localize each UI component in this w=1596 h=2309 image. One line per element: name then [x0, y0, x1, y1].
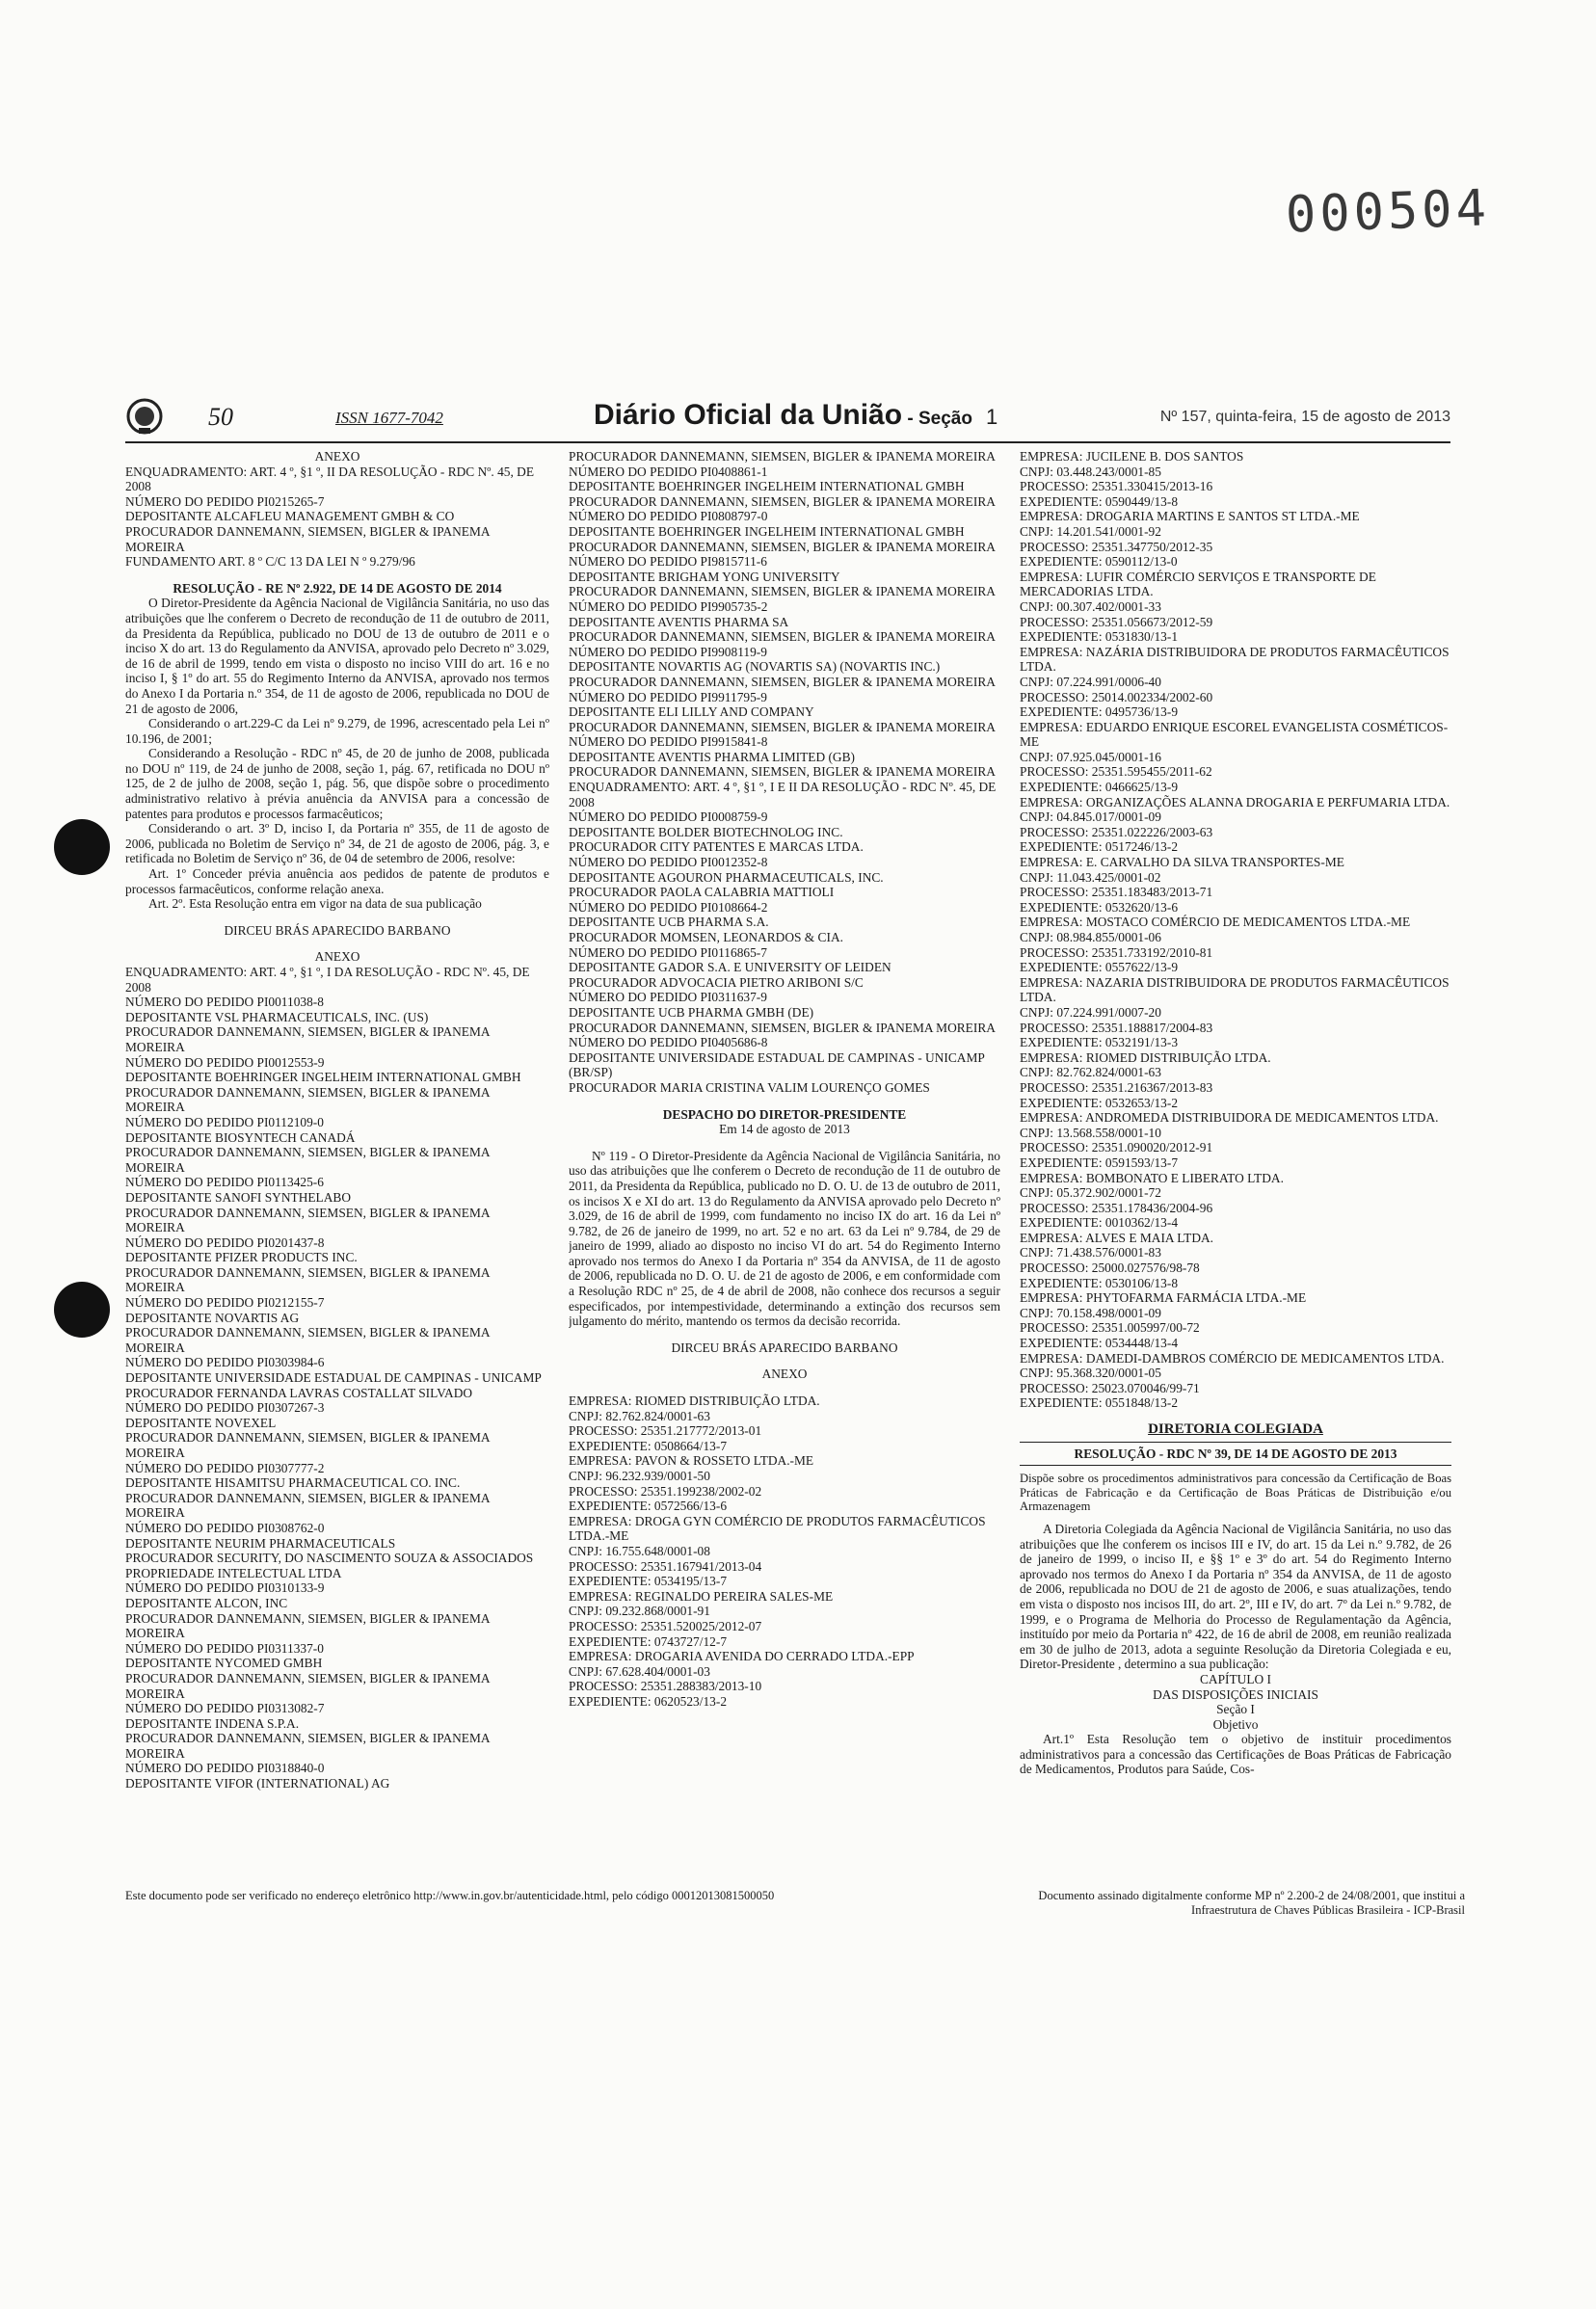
text-line: EXPEDIENTE: 0532620/13-6	[1020, 899, 1179, 915]
text-line: Art. 2º. Esta Resolução entra em vigor na data de sua publicação	[148, 896, 482, 912]
text-line: NÚMERO DO PEDIDO PI9905735-2	[569, 598, 768, 614]
column-2	[569, 449, 1000, 1885]
text-line: PROCURADOR PAOLA CALABRIA MATTIOLI	[569, 885, 835, 900]
section-label: Seção I	[1216, 1702, 1255, 1717]
resolution-title: RESOLUÇÃO - RDC Nº 39, DE 14 DE AGOSTO DE 2013	[1020, 1442, 1451, 1467]
text-line: EXPEDIENTE: 0557622/13-9	[1020, 960, 1179, 975]
text-line: NÚMERO DO PEDIDO PI0307267-3	[125, 1400, 325, 1416]
text-line: EXPEDIENTE: 0532653/13-2	[1020, 1095, 1179, 1110]
text-line: EXPEDIENTE: 0620523/13-2	[569, 1693, 728, 1709]
text-line: NÚMERO DO PEDIDO PI0308762-0	[125, 1520, 325, 1535]
text-line: DEPOSITANTE UCB PHARMA S.A.	[569, 915, 769, 930]
text-line: EMPRESA: BOMBONATO E LIBERATO LTDA.	[1020, 1170, 1284, 1185]
text-line: PROCESSO: 25351.347750/2012-35	[1020, 539, 1213, 554]
punch-hole-bottom	[54, 1282, 110, 1338]
text-line: NÚMERO DO PEDIDO PI9815711-6	[569, 554, 767, 570]
text-line: CNPJ: 07.925.045/0001-16	[1020, 749, 1161, 764]
text-line: PROCURADOR DANNEMANN, SIEMSEN, BIGLER & IPANEMA MOREIRA	[569, 764, 996, 780]
text-line: NÚMERO DO PEDIDO PI9915841-8	[569, 734, 768, 750]
text-line: ENQUADRAMENTO: ART. 4 º, §1 º, I E II DA RESOLUÇÃO - RDC Nº. 45, DE 2008	[569, 780, 997, 809]
text-line: DEPOSITANTE BRIGHAM YONG UNIVERSITY	[569, 569, 840, 584]
text-line: PROCURADOR MARIA CRISTINA VALIM LOURENÇO GOMES	[569, 1079, 930, 1095]
text-line: PROCURADOR DANNEMANN, SIEMSEN, BIGLER & IPANEMA MOREIRA	[125, 1084, 490, 1115]
text-line: DEPOSITANTE AVENTIS PHARMA SA	[569, 614, 789, 629]
text-line: CNPJ: 08.984.855/0001-06	[1020, 930, 1161, 944]
text-line: DEPOSITANTE HISAMITSU PHARMACEUTICAL CO. INC.	[125, 1475, 461, 1491]
text-line: EXPEDIENTE: 0010362/13-4	[1020, 1215, 1179, 1231]
text-line: PROCURADOR DANNEMANN, SIEMSEN, BIGLER & IPANEMA MOREIRA	[125, 1264, 490, 1295]
text-line: NÚMERO DO PEDIDO PI0408861-1	[569, 464, 768, 479]
resolution-summary: Dispõe sobre os procedimentos administrativos para concessão da Certificação de Boas Práticas de Fabricação e da Certificação de Boas Práticas de Distribuição e/ou Armazenagem	[1020, 1472, 1451, 1514]
text-line: PROCURADOR FERNANDA LAVRAS COSTALLAT SILVADO	[125, 1385, 473, 1400]
text-line: CNPJ: 96.232.939/0001-50	[569, 1469, 710, 1483]
text-line: CNPJ: 07.224.991/0007-20	[1020, 1004, 1161, 1020]
text-line: PROCURADOR DANNEMANN, SIEMSEN, BIGLER & IPANEMA MOREIRA	[569, 719, 996, 734]
issn: ISSN 1677-7042	[335, 409, 443, 427]
text-line: DEPOSITANTE NOVARTIS AG	[125, 1310, 300, 1325]
text-line: EMPRESA: ANDROMEDA DISTRIBUIDORA DE MEDICAMENTOS LTDA.	[1020, 1110, 1439, 1126]
text-line: PROCURADOR DANNEMANN, SIEMSEN, BIGLER & IPANEMA MOREIRA	[125, 1731, 490, 1761]
text-line: DEPOSITANTE NEURIM PHARMACEUTICALS	[125, 1535, 396, 1551]
text-line: DESPACHO DO DIRETOR-PRESIDENTE	[662, 1106, 907, 1122]
text-line: EXPEDIENTE: 0508664/13-7	[569, 1438, 728, 1453]
text-line: PROCESSO: 25351.217772/2013-01	[569, 1423, 762, 1439]
page-header	[125, 397, 1450, 439]
text-line: CNPJ: 11.043.425/0001-02	[1020, 869, 1161, 885]
objective-label: Objetivo	[1212, 1716, 1259, 1732]
text-line: EXPEDIENTE: 0743727/12-7	[569, 1633, 728, 1649]
coat-of-arms-icon	[125, 397, 164, 436]
chapter: CAPÍTULO I	[1199, 1671, 1271, 1686]
text-line: DEPOSITANTE NOVARTIS AG (NOVARTIS SA) (NOVARTIS INC.)	[569, 659, 941, 675]
text-line: NÚMERO DO PEDIDO PI0310133-9	[125, 1580, 325, 1596]
text-line: PROCURADOR DANNEMANN, SIEMSEN, BIGLER & IPANEMA MOREIRA	[569, 674, 996, 689]
text-line: PROCURADOR DANNEMANN, SIEMSEN, BIGLER & IPANEMA MOREIRA	[125, 1205, 490, 1235]
footer-signature-line-1: Documento assinado digitalmente conforme MP nº 2.200-2 de 24/08/2001, que institui a	[1038, 1889, 1465, 1902]
text-line: PROCESSO: 25014.002334/2002-60	[1020, 689, 1213, 704]
text-line: EXPEDIENTE: 0495736/13-9	[1020, 704, 1179, 720]
text-line: EXPEDIENTE: 0590449/13-8	[1020, 493, 1179, 509]
text-line: NÚMERO DO PEDIDO PI9908119-9	[569, 644, 767, 659]
footer-signature	[887, 1889, 1465, 1918]
text-line: NÚMERO DO PEDIDO PI0405686-8	[569, 1035, 768, 1050]
text-line: NÚMERO DO PEDIDO PI0116865-7	[569, 944, 767, 960]
text-line: DEPOSITANTE UCB PHARMA GMBH (DE)	[569, 1004, 814, 1020]
text-line: DEPOSITANTE PFIZER PRODUCTS INC.	[125, 1250, 358, 1265]
text-line: ANEXO	[761, 1367, 808, 1382]
text-line: EMPRESA: DROGA GYN COMÉRCIO DE PRODUTOS FARMACÊUTICOS LTDA.-ME	[569, 1513, 986, 1544]
text-line: CNPJ: 07.224.991/0006-40	[1020, 674, 1161, 689]
text-line: CNPJ: 95.368.320/0001-05	[1020, 1366, 1161, 1381]
text-line: EXPEDIENTE: 0590112/13-0	[1020, 554, 1178, 570]
text-line: NÚMERO DO PEDIDO PI0313082-7	[125, 1701, 325, 1716]
text-line: PROCURADOR CITY PATENTES E MARCAS LTDA.	[569, 839, 864, 855]
text-line: EMPRESA: NAZÁRIA DISTRIBUIDORA DE PRODUTOS FARMACÊUTICOS LTDA.	[1020, 644, 1450, 675]
text-line: ANEXO	[314, 949, 360, 965]
text-line: EXPEDIENTE: 0466625/13-9	[1020, 780, 1179, 795]
text-line: PROCESSO: 25351.288383/2013-10	[569, 1679, 762, 1694]
text-line: EMPRESA: RIOMED DISTRIBUIÇÃO LTDA.	[569, 1393, 820, 1409]
text-line: NÚMERO DO PEDIDO PI0318840-0	[125, 1761, 325, 1776]
column-1	[125, 449, 549, 1885]
text-line: EMPRESA: JUCILENE B. DOS SANTOS	[1020, 449, 1244, 464]
text-line: PROCESSO: 25351.330415/2013-16	[1020, 479, 1213, 494]
text-line: DEPOSITANTE NYCOMED GMBH	[125, 1656, 323, 1671]
text-line: PROCESSO: 25351.199238/2002-02	[569, 1483, 762, 1499]
text-line: DEPOSITANTE ALCAFLEU MANAGEMENT GMBH & CO	[125, 509, 455, 524]
text-line: EMPRESA: EDUARDO ENRIQUE ESCOREL EVANGELISTA COSMÉTICOS-ME	[1020, 719, 1449, 750]
text-line: NÚMERO DO PEDIDO PI0012352-8	[569, 855, 768, 870]
text-line: PROCURADOR DANNEMANN, SIEMSEN, BIGLER & IPANEMA MOREIRA	[569, 629, 996, 645]
text-line: PROCURADOR DANNEMANN, SIEMSEN, BIGLER & IPANEMA MOREIRA	[125, 1430, 490, 1460]
text-line: CNPJ: 82.762.824/0001-63	[1020, 1065, 1161, 1080]
chapter-title: DAS DISPOSIÇÕES INICIAIS	[1153, 1686, 1318, 1702]
text-line: EMPRESA: MOSTACO COMÉRCIO DE MEDICAMENTOS LTDA.-ME	[1020, 915, 1411, 930]
text-line: EXPEDIENTE: 0534448/13-4	[1020, 1336, 1179, 1351]
text-line: CNPJ: 09.232.868/0001-91	[569, 1604, 710, 1619]
text-line: NÚMERO DO PEDIDO PI0303984-6	[125, 1355, 325, 1370]
text-line: EXPEDIENTE: 0572566/13-6	[569, 1499, 728, 1514]
text-line: Art. 1º Conceder prévia anuência aos pedidos de patente de produtos e processos farmacêuticos, conforme relação anexa.	[125, 866, 549, 896]
text-line: EMPRESA: DROGARIA MARTINS E SANTOS ST LTDA.-ME	[1020, 509, 1360, 524]
text-line: PROCESSO: 25351.178436/2004-96	[1020, 1200, 1213, 1215]
page-number: 50	[208, 403, 233, 431]
text-line: EXPEDIENTE: 0517246/13-2	[1020, 839, 1179, 855]
text-line: DEPOSITANTE NOVEXEL	[125, 1415, 277, 1430]
text-line: PROCESSO: 25351.056673/2012-59	[1020, 614, 1213, 629]
text-line: EXPEDIENTE: 0531830/13-1	[1020, 629, 1179, 645]
text-line: NÚMERO DO PEDIDO PI0311337-0	[125, 1640, 324, 1656]
text-line: EXPEDIENTE: 0591593/13-7	[1020, 1154, 1179, 1170]
text-line: ANEXO	[314, 449, 360, 464]
text-line: DEPOSITANTE AVENTIS PHARMA LIMITED (GB)	[569, 749, 855, 764]
text-line: DEPOSITANTE UNIVERSIDADE ESTADUAL DE CAMPINAS - UNICAMP (BR/SP)	[569, 1049, 985, 1080]
text-line: DEPOSITANTE VSL PHARMACEUTICALS, INC. (US)	[125, 1009, 429, 1024]
text-line: PROCURADOR DANNEMANN, SIEMSEN, BIGLER & IPANEMA MOREIRA	[569, 584, 996, 599]
text-line: DIRCEU BRÁS APARECIDO BARBANO	[224, 922, 451, 938]
text-line: PROCESSO: 25351.216367/2013-83	[1020, 1079, 1213, 1095]
text-line: EMPRESA: LUFIR COMÉRCIO SERVIÇOS E TRANSPORTE DE MERCADORIAS LTDA.	[1020, 569, 1376, 599]
text-line: CNPJ: 04.845.017/0001-09	[1020, 809, 1161, 825]
text-line: DEPOSITANTE INDENA S.P.A.	[125, 1715, 300, 1731]
text-line: DEPOSITANTE BOLDER BIOTECHNOLOG INC.	[569, 824, 843, 839]
text-line: CNPJ: 13.568.558/0001-10	[1020, 1125, 1161, 1140]
text-line: Considerando o art.229-C da Lei nº 9.279, de 1996, acrescentado pela Lei nº 10.196, de 2001;	[125, 716, 549, 746]
resolution-preamble: A Diretoria Colegiada da Agência Nacional de Vigilância Sanitária, no uso das atribuições que lhe conferem os incisos III e IV, do art. 15 da Lei n.º 9.782, de 26 de janeiro de 1999, o inciso II, e §§ 1º e 3º do art. 54 do Regimento Interno aprovado nos termos do Anexo I da Portaria nº 354 da ANVISA, de 11 de agosto de 2006, republicada no DOU de 21 de agosto de 2006, e suas atualizações, tendo em vista o disposto nos incisos III, do art. 2º, III e IV, do art. 7º da Lei n.º 9.782, de 1999, e o Programa de Melhoria do Processo de Regulamentação da Agência, instituído por meio da Portaria nº 422, de 16 de abril de 2008, em reunião realizada em 30 de julho de 2013, adota a seguinte Resolução da Diretoria Colegiada e eu, Diretor-Presidente , determino a sua publicação:	[1020, 1521, 1451, 1672]
text-line: EXPEDIENTE: 0534195/13-7	[569, 1574, 728, 1589]
text-line: EMPRESA: REGINALDO PEREIRA SALES-ME	[569, 1588, 834, 1604]
text-line: DIRCEU BRÁS APARECIDO BARBANO	[671, 1340, 898, 1355]
text-line: EXPEDIENTE: 0532191/13-3	[1020, 1035, 1179, 1050]
text-line: CNPJ: 03.448.243/0001-85	[1020, 464, 1161, 479]
text-line: PROCESSO: 25351.520025/2012-07	[569, 1618, 762, 1633]
text-line: DEPOSITANTE VIFOR (INTERNATIONAL) AG	[125, 1776, 390, 1791]
text-line: PROCURADOR DANNEMANN, SIEMSEN, BIGLER & IPANEMA MOREIRA	[125, 1670, 490, 1701]
text-line: PROCURADOR DANNEMANN, SIEMSEN, BIGLER & IPANEMA MOREIRA	[125, 1325, 490, 1355]
text-line: NÚMERO DO PEDIDO PI0108664-2	[569, 899, 768, 915]
text-line: CNPJ: 70.158.498/0001-09	[1020, 1305, 1161, 1320]
punch-hole-top	[54, 819, 110, 875]
text-line: EMPRESA: DAMEDI-DAMBROS COMÉRCIO DE MEDICAMENTOS LTDA.	[1020, 1350, 1445, 1366]
text-line: EXPEDIENTE: 0551848/13-2	[1020, 1395, 1179, 1411]
text-line: PROCESSO: 25351.595455/2011-62	[1020, 764, 1212, 780]
column-3-list	[1020, 449, 1451, 1411]
text-line: EMPRESA: DROGARIA AVENIDA DO CERRADO LTDA.-EPP	[569, 1649, 915, 1664]
text-line: RESOLUÇÃO - RE Nº 2.922, DE 14 DE AGOSTO DE 2014	[173, 580, 502, 596]
text-line: NÚMERO DO PEDIDO PI0215265-7	[125, 493, 325, 509]
text-line: CNPJ: 14.201.541/0001-92	[1020, 523, 1161, 539]
text-line: ENQUADRAMENTO: ART. 4 º, §1 º, I DA RESOLUÇÃO - RDC Nº. 45, DE 2008	[125, 965, 530, 995]
text-line: NÚMERO DO PEDIDO PI0008759-9	[569, 809, 768, 825]
text-line: NÚMERO DO PEDIDO PI0112109-0	[125, 1114, 324, 1129]
text-line: PROCURADOR DANNEMANN, SIEMSEN, BIGLER & IPANEMA MOREIRA	[125, 1024, 490, 1054]
text-line: PROCESSO: 25351.167941/2013-04	[569, 1558, 762, 1574]
text-line: PROCURADOR MOMSEN, LEONARDOS & CIA.	[569, 930, 843, 944]
article-1: Art.1º Esta Resolução tem o objetivo de instituir procedimentos administrativos para a concessão das Certificações de Boas Práticas de Fabricação de Medicamentos, Produtos para Saúde, Cos-	[1020, 1732, 1451, 1777]
text-line: EMPRESA: NAZARIA DISTRIBUIDORA DE PRODUTOS FARMACÊUTICOS LTDA.	[1020, 974, 1450, 1005]
text-line: PROCESSO: 25351.022226/2003-63	[1020, 824, 1213, 839]
text-line: CNPJ: 71.438.576/0001-83	[1020, 1245, 1161, 1261]
text-line: NÚMERO DO PEDIDO PI0011038-8	[125, 995, 324, 1010]
text-line: NÚMERO DO PEDIDO PI0311637-9	[569, 990, 767, 1005]
text-line: CNPJ: 82.762.824/0001-63	[569, 1408, 710, 1423]
text-line: Considerando a Resolução - RDC nº 45, de 20 de junho de 2008, publicada no DOU nº 119, de 24 de junho de 2008, seção 1, pág. 67, retificada no DOU nº 125, de 2 de julho de 2008, seção 1, pág. 56, que dispõe sobre o procedimento administrativo relativo à prévia anuência da ANVISA para a concessão de patentes para produtos e processos farmacêuticos;	[125, 746, 549, 821]
text-line: Em 14 de agosto de 2013	[719, 1122, 850, 1137]
text-line: PROCESSO: 25351.183483/2013-71	[1020, 885, 1213, 900]
text-line: PROCURADOR DANNEMANN, SIEMSEN, BIGLER & IPANEMA MOREIRA	[569, 539, 996, 554]
text-line: DEPOSITANTE ALCON, INC	[125, 1595, 288, 1610]
text-line: PROCESSO: 25351.090020/2012-91	[1020, 1140, 1213, 1155]
text-line: DEPOSITANTE BOEHRINGER INGELHEIM INTERNATIONAL GMBH	[569, 523, 965, 539]
text-line: PROCURADOR DANNEMANN, SIEMSEN, BIGLER & IPANEMA MOREIRA	[569, 493, 996, 509]
text-line: EMPRESA: E. CARVALHO DA SILVA TRANSPORTES-ME	[1020, 855, 1344, 870]
footer-verification: Este documento pode ser verificado no endereço eletrônico http://www.in.gov.br/autenticidade.html, pelo código 00012013081500050	[125, 1889, 775, 1902]
text-line: EMPRESA: PHYTOFARMA FARMÁCIA LTDA.-ME	[1020, 1290, 1307, 1306]
text-line: EXPEDIENTE: 0530106/13-8	[1020, 1275, 1179, 1290]
page-title: Diário Oficial da União - Seção 1	[594, 399, 998, 431]
column-3	[1020, 449, 1451, 1885]
text-line: DEPOSITANTE BIOSYNTECH CANADÁ	[125, 1129, 356, 1145]
text-line: PROCESSO: 25351.733192/2010-81	[1020, 944, 1213, 960]
text-line: PROCESSO: 25351.188817/2004-83	[1020, 1020, 1213, 1035]
text-line: PROCURADOR SECURITY, DO NASCIMENTO SOUZA & ASSOCIADOS PROPRIEDADE INTELECTUAL LTDA	[125, 1551, 534, 1580]
text-line: Nº 119 - O Diretor-Presidente da Agência Nacional de Vigilância Sanitária, no uso das atribuições que lhe conferem o Decreto de recondução de 11 de outubro de 2011, da Presidenta da República, publicado no D. O. U. de 13 de outubro de 2011, os incisos X e XI do art. 13 do Regulamento da ANVISA aprovado pelo Decreto nº 3.029, de 16 de abril de 1999, com fundamento no inciso IX do art. 16 da Lei nº 9.782, de 26 de janeiro de 1999, no art. 52 e no art. 63 da Lei nº 9.784, de 29 de janeiro de 1999, aliado ao disposto no inciso VI do art. 54 do Regimento Interno aprovado nos termos do Anexo I da Portaria nº 354 da ANVISA, de 11 de agosto de 2006, republicada no D. O. U. de 21 de agosto de 2006, e em conformidade com a Resolução RDC nº 25, de 4 de abril de 2008, não conhece dos recursos a seguir especificados, por intempestividade, determinando a extinção dos recursos sem julgamento do mérito, mantendo os termos da decisão recorrida.	[569, 1148, 1000, 1329]
text-line: PROCURADOR DANNEMANN, SIEMSEN, BIGLER & IPANEMA MOREIRA	[125, 1610, 490, 1641]
text-line: CNPJ: 16.755.648/0001-08	[569, 1543, 710, 1558]
text-line: PROCESSO: 25351.005997/00-72	[1020, 1320, 1200, 1336]
text-line: NÚMERO DO PEDIDO PI0808797-0	[569, 509, 768, 524]
text-line: PROCURADOR DANNEMANN, SIEMSEN, BIGLER & IPANEMA MOREIRA	[125, 523, 490, 554]
text-line: EMPRESA: PAVON & ROSSETO LTDA.-ME	[569, 1453, 814, 1469]
text-line: PROCESSO: 25000.027576/98-78	[1020, 1261, 1200, 1276]
section-heading: DIRETORIA COLEGIADA	[1148, 1421, 1323, 1437]
text-line: DEPOSITANTE BOEHRINGER INGELHEIM INTERNATIONAL GMBH	[125, 1070, 521, 1085]
text-line: DEPOSITANTE SANOFI SYNTHELABO	[125, 1189, 352, 1205]
text-line: NÚMERO DO PEDIDO PI0012553-9	[125, 1054, 325, 1070]
text-line: CNPJ: 00.307.402/0001-33	[1020, 598, 1161, 614]
text-line: Considerando o art. 3º D, inciso I, da Portaria nº 355, de 11 de agosto de 2006, publicada no Boletim de Serviço nº 34, de 21 de agosto de 2006, pág. 3, e retificada no Boletim de Serviço nº 36, de 04 de setembro de 2006, resolve:	[125, 821, 549, 866]
edition-info: Nº 157, quinta-feira, 15 de agosto de 2013	[1159, 409, 1450, 425]
page-stamp-number: 000504	[1285, 179, 1491, 245]
text-line: DEPOSITANTE BOEHRINGER INGELHEIM INTERNATIONAL GMBH	[569, 479, 965, 494]
text-line: EMPRESA: RIOMED DISTRIBUIÇÃO LTDA.	[1020, 1049, 1271, 1065]
text-line: EMPRESA: ORGANIZAÇÕES ALANNA DROGARIA E PERFUMARIA LTDA.	[1020, 794, 1450, 809]
text-line: FUNDAMENTO ART. 8 º C/C 13 DA LEI N º 9.279/96	[125, 554, 415, 570]
text-line: NÚMERO DO PEDIDO PI0113425-6	[125, 1175, 324, 1190]
text-line: EMPRESA: ALVES E MAIA LTDA.	[1020, 1230, 1214, 1245]
text-line: CNPJ: 05.372.902/0001-72	[1020, 1185, 1161, 1201]
text-line: DEPOSITANTE AGOURON PHARMACEUTICALS, INC.	[569, 869, 884, 885]
text-line: DEPOSITANTE UNIVERSIDADE ESTADUAL DE CAMPINAS - UNICAMP	[125, 1370, 542, 1386]
text-line: CNPJ: 67.628.404/0001-03	[569, 1663, 710, 1679]
text-line: DEPOSITANTE ELI LILLY AND COMPANY	[569, 704, 814, 720]
text-line: PROCURADOR DANNEMANN, SIEMSEN, BIGLER & IPANEMA MOREIRA	[569, 449, 996, 464]
text-line: PROCURADOR DANNEMANN, SIEMSEN, BIGLER & IPANEMA MOREIRA	[125, 1145, 490, 1175]
text-line: PROCURADOR ADVOCACIA PIETRO ARIBONI S/C	[569, 974, 864, 990]
text-line: NÚMERO DO PEDIDO PI0212155-7	[125, 1295, 325, 1311]
text-line: NÚMERO DO PEDIDO PI9911795-9	[569, 689, 767, 704]
text-line: O Diretor-Presidente da Agência Nacional de Vigilância Sanitária, no uso das atribuições que lhe conferem o Decreto de recondução de 11 de outubro de 2011, da Presidenta da República, publicado no DOU de 13 de outubro de 2011 e o inciso X do art. 13 do Regulamento da ANVISA, aprovado pelo Decreto nº 3.029, de 16 de abril de 1999, tendo em vista o disposto no inciso VIII do art. 16 e no inciso I, § 1º do art. 55 do Regimento Interno da ANVISA, aprovado nos termos do Anexo I da Portaria n.º 354, de 11 de agosto de 2006, republicada no DOU de 21 de agosto de 2006,	[125, 596, 549, 716]
text-line: ENQUADRAMENTO: ART. 4 º, §1 º, II DA RESOLUÇÃO - RDC Nº. 45, DE 2008	[125, 464, 535, 494]
text-line: PROCURADOR DANNEMANN, SIEMSEN, BIGLER & IPANEMA MOREIRA	[125, 1490, 490, 1521]
header-rule	[125, 441, 1450, 443]
text-line: PROCURADOR DANNEMANN, SIEMSEN, BIGLER & IPANEMA MOREIRA	[569, 1020, 996, 1035]
text-line: NÚMERO DO PEDIDO PI0201437-8	[125, 1234, 325, 1250]
text-line: NÚMERO DO PEDIDO PI0307777-2	[125, 1460, 325, 1475]
text-line: DEPOSITANTE GADOR S.A. E UNIVERSITY OF LEIDEN	[569, 960, 891, 975]
footer-signature-line-2: Infraestrutura de Chaves Públicas Brasileira - ICP-Brasil	[1191, 1903, 1465, 1917]
text-line: PROCESSO: 25023.070046/99-71	[1020, 1380, 1200, 1395]
